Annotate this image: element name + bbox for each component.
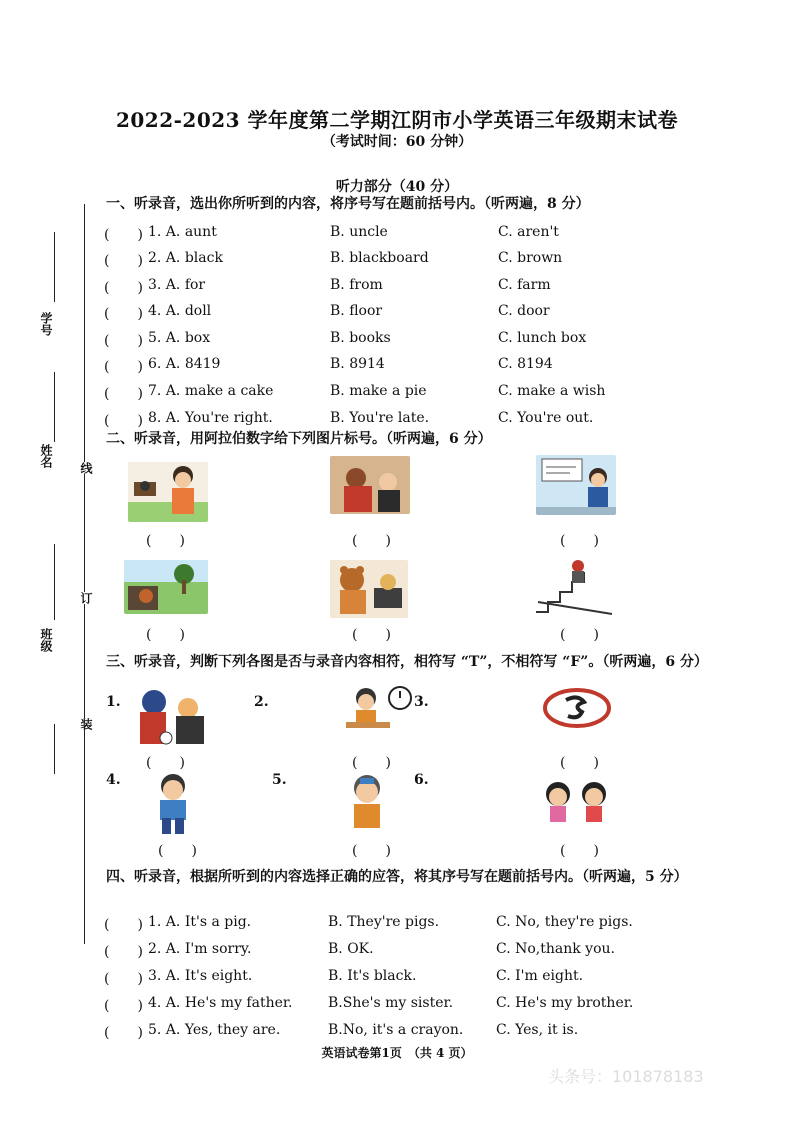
binding-mark-zhuang: 装 bbox=[79, 718, 93, 730]
answer-paren[interactable]: ( ) bbox=[104, 944, 143, 960]
section4-question-row bbox=[104, 968, 724, 992]
section3-number-1: 1. bbox=[106, 694, 121, 710]
section1-question-row bbox=[104, 277, 724, 301]
side-field-xuehao-line[interactable] bbox=[54, 232, 55, 302]
section4-heading: 四、听录音，根据所听到的内容选择正确的应答，将其序号写在题前括号内。（听两遍，5 分） bbox=[106, 869, 688, 885]
answer-paren[interactable]: ( ) bbox=[104, 998, 143, 1014]
option-c: C. lunch box bbox=[498, 330, 587, 346]
section2-heading: 二、听录音，用阿拉伯数字给下列图片标号。（听两遍，6 分） bbox=[106, 431, 492, 447]
section3-number-3: 3. bbox=[414, 694, 429, 710]
option-a: 4. A. He's my father. bbox=[148, 995, 293, 1011]
answer-paren[interactable]: ( ) bbox=[104, 227, 143, 243]
option-a: 2. A. black bbox=[148, 250, 223, 266]
section3-number-2: 2. bbox=[254, 694, 269, 710]
option-c: C. aren't bbox=[498, 224, 559, 240]
section3-number-6: 6. bbox=[414, 772, 429, 788]
picture-outdoor-play bbox=[124, 560, 208, 614]
section3-heading: 三、听录音，判断下列各图是否与录音内容相符，相符写 “T”，不相符写 “F”。（听两遍，6 分） bbox=[106, 654, 708, 670]
picture-two-girls bbox=[538, 780, 616, 832]
option-c: C. make a wish bbox=[498, 383, 606, 399]
picture-boy-hurt bbox=[344, 772, 390, 832]
section2-answer-6[interactable]: ( ) bbox=[560, 627, 599, 643]
picture-boy-clock bbox=[346, 684, 416, 738]
side-label-banji: 班级 bbox=[39, 628, 53, 652]
answer-paren[interactable]: ( ) bbox=[104, 413, 143, 429]
watermark: 头条号：101878183 bbox=[548, 1067, 704, 1086]
option-b: B. make a pie bbox=[330, 383, 427, 399]
picture-stairs bbox=[532, 558, 616, 616]
section1-question-row bbox=[104, 250, 724, 274]
section1-heading: 一、听录音，选出你所听到的内容，将序号写在题前括号内。（听两遍，8 分） bbox=[106, 196, 590, 212]
section2-answer-2[interactable]: ( ) bbox=[352, 533, 391, 549]
section1-question-row bbox=[104, 356, 724, 380]
section3-answer-6[interactable]: ( ) bbox=[560, 843, 599, 859]
answer-paren[interactable]: ( ) bbox=[104, 253, 143, 269]
answer-paren[interactable]: ( ) bbox=[104, 306, 143, 322]
binding-mark-ding: 订 bbox=[79, 592, 93, 604]
section3-answer-1[interactable]: ( ) bbox=[146, 755, 185, 771]
picture-no-sign bbox=[542, 688, 612, 728]
exam-title: 2022-2023 学年度第二学期江阴市小学英语三年级期末试卷 bbox=[115, 108, 679, 132]
section4-question-row bbox=[104, 995, 724, 1019]
option-b: B. from bbox=[330, 277, 383, 293]
option-c: C. 8194 bbox=[498, 356, 553, 372]
section4-question-row bbox=[104, 941, 724, 965]
answer-paren[interactable]: ( ) bbox=[104, 333, 143, 349]
picture-boy-standing bbox=[150, 772, 196, 836]
section2-answer-1[interactable]: ( ) bbox=[146, 533, 185, 549]
section4-question-row bbox=[104, 1022, 724, 1046]
option-a: 6. A. 8419 bbox=[148, 356, 221, 372]
side-field-extra-line[interactable] bbox=[54, 724, 55, 774]
section3-answer-5[interactable]: ( ) bbox=[352, 843, 391, 859]
option-a: 4. A. doll bbox=[148, 303, 212, 319]
option-b: B.She's my sister. bbox=[328, 995, 454, 1011]
option-a: 5. A. Yes, they are. bbox=[148, 1022, 281, 1038]
option-b: B. 8914 bbox=[330, 356, 385, 372]
binding-line bbox=[84, 204, 85, 944]
section3-answer-4[interactable]: ( ) bbox=[158, 843, 197, 859]
option-b: B.No, it's a crayon. bbox=[328, 1022, 464, 1038]
answer-paren[interactable]: ( ) bbox=[104, 359, 143, 375]
answer-paren[interactable]: ( ) bbox=[104, 917, 143, 933]
option-c: C. He's my brother. bbox=[496, 995, 634, 1011]
answer-paren[interactable]: ( ) bbox=[104, 1025, 143, 1041]
option-a: 1. A. aunt bbox=[148, 224, 217, 240]
option-a: 1. A. It's a pig. bbox=[148, 914, 252, 930]
section2-answer-5[interactable]: ( ) bbox=[352, 627, 391, 643]
side-field-banji-line[interactable] bbox=[54, 544, 55, 620]
picture-mother-child bbox=[330, 456, 410, 514]
option-a: 3. A. It's eight. bbox=[148, 968, 253, 984]
option-c: C. brown bbox=[498, 250, 563, 266]
option-c: C. farm bbox=[498, 277, 551, 293]
option-b: B. books bbox=[330, 330, 391, 346]
option-a: 8. A. You're right. bbox=[148, 410, 273, 426]
option-b: B. blackboard bbox=[330, 250, 429, 266]
side-label-xingming: 姓名 bbox=[39, 444, 53, 468]
answer-paren[interactable]: ( ) bbox=[104, 280, 143, 296]
section1-question-row bbox=[104, 303, 724, 327]
section2-answer-3[interactable]: ( ) bbox=[560, 533, 599, 549]
option-b: B. uncle bbox=[330, 224, 388, 240]
option-c: C. No, they're pigs. bbox=[496, 914, 633, 930]
option-b: B. They're pigs. bbox=[328, 914, 440, 930]
exam-duration: （考试时间：60 分钟） bbox=[321, 134, 473, 150]
option-a: 7. A. make a cake bbox=[148, 383, 274, 399]
section4-question-row bbox=[104, 914, 724, 938]
section1-question-row bbox=[104, 330, 724, 354]
listening-part-heading: 听力部分（40 分） bbox=[335, 179, 459, 195]
option-b: B. You're late. bbox=[330, 410, 430, 426]
answer-paren[interactable]: ( ) bbox=[104, 971, 143, 987]
option-a: 2. A. I'm sorry. bbox=[148, 941, 252, 957]
option-b: B. OK. bbox=[328, 941, 374, 957]
option-b: B. floor bbox=[330, 303, 383, 319]
picture-phone-call bbox=[128, 462, 208, 522]
option-c: C. door bbox=[498, 303, 550, 319]
option-b: B. It's black. bbox=[328, 968, 417, 984]
option-c: C. You're out. bbox=[498, 410, 594, 426]
answer-paren[interactable]: ( ) bbox=[104, 386, 143, 402]
side-field-xingming-line[interactable] bbox=[54, 372, 55, 442]
picture-teacher-board bbox=[536, 455, 616, 515]
option-c: C. I'm eight. bbox=[496, 968, 584, 984]
section3-number-5: 5. bbox=[272, 772, 287, 788]
option-a: 3. A. for bbox=[148, 277, 206, 293]
section3-answer-3[interactable]: ( ) bbox=[560, 755, 599, 771]
picture-football-kids bbox=[130, 686, 214, 750]
picture-bear-toys bbox=[330, 560, 408, 618]
page-footer: 英语试卷第1页 （共 4 页） bbox=[321, 1046, 473, 1060]
section3-number-4: 4. bbox=[106, 772, 121, 788]
side-label-xuehao: 学号 bbox=[39, 312, 53, 336]
section1-question-row bbox=[104, 383, 724, 407]
section2-answer-4[interactable]: ( ) bbox=[146, 627, 185, 643]
binding-mark-xian: 线 bbox=[79, 462, 93, 474]
option-a: 5. A. box bbox=[148, 330, 211, 346]
section1-question-row bbox=[104, 224, 724, 248]
section3-answer-2[interactable]: ( ) bbox=[352, 755, 391, 771]
option-c: C. Yes, it is. bbox=[496, 1022, 579, 1038]
option-c: C. No,thank you. bbox=[496, 941, 615, 957]
